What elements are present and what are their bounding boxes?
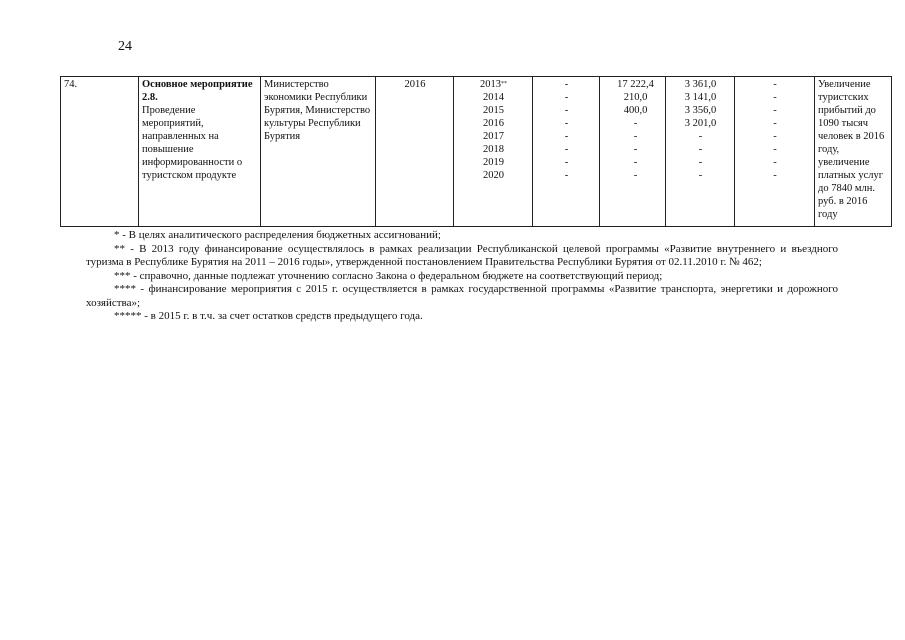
year-item: 2018 (483, 144, 504, 155)
program-table (60, 76, 892, 227)
value: - (773, 131, 777, 142)
footnote: * - В целях аналитического распределения бюджетных ассигнований; (114, 229, 441, 241)
value: 400,0 (623, 105, 648, 116)
year-item: 2017 (483, 131, 504, 142)
value: - (773, 144, 777, 155)
executor-cell: Министерство экономики Республики Бурятия, Министерство культуры Республики Бурятия (261, 77, 376, 227)
value: 210,0 (623, 92, 648, 103)
activity-name-cell (139, 77, 261, 227)
value: - (564, 144, 569, 155)
value: - (633, 131, 638, 142)
value: - (698, 157, 703, 168)
value: 3 356,0 (684, 105, 717, 116)
year-item: 2015 (483, 105, 504, 116)
value: - (698, 131, 703, 142)
footnotes (86, 229, 838, 324)
value: - (773, 79, 777, 90)
year-item: 2019 (483, 157, 504, 168)
page-number: 24 (118, 39, 132, 54)
value: - (773, 157, 777, 168)
table-row (61, 77, 892, 227)
year-footnote-mark: ** (501, 81, 507, 87)
value: 3 361,0 (684, 79, 717, 90)
value: - (564, 118, 569, 129)
footnote: ** - В 2013 году финансирование осуществлялось в рамках реализации Республиканской целевой программы «Развитие внутреннего и въездного туризма в Республике Бурятия на 2011 – 2016 годы», утвержденной постановлением Правительства Республики Бурятия от 02.11.2010 г. № 462; (86, 242, 838, 268)
value: - (773, 105, 777, 116)
value: - (564, 79, 569, 90)
funding-col-c (666, 77, 735, 227)
footnote: **** - финансирование мероприятия с 2015 г. осуществляется в рамках государственной программы «Развитие транспорта, энергетики и дорожного хозяйства»; (86, 283, 838, 309)
year-cell: 2016 (376, 77, 454, 227)
expected-result-cell: Увеличение туристских прибытий до 1090 тысяч человек в 2016 году, увеличение платных услуг до 7840 млн. руб. в 2016 году (815, 77, 892, 227)
funding-col-b (600, 77, 666, 227)
value: - (564, 131, 569, 142)
value: - (633, 157, 638, 168)
value: - (564, 105, 569, 116)
row-number: 74. (61, 77, 139, 227)
activity-title: Основное мероприятие 2.8. (142, 79, 253, 103)
footnote: *** - справочно, данные подлежат уточнению согласно Закона о федеральном бюджете на соответствующий период; (114, 269, 663, 282)
year-item: 2020 (483, 170, 504, 181)
value: 17 222,4 (617, 79, 654, 90)
year-item: 2013** (480, 79, 507, 90)
value: - (633, 118, 638, 129)
footnote: ***** - в 2015 г. в т.ч. за счет остатков средств предыдущего года. (114, 310, 423, 322)
value: - (773, 92, 777, 103)
value: - (698, 144, 703, 155)
value: - (564, 157, 569, 168)
value: - (633, 144, 638, 155)
funding-col-d (735, 77, 815, 227)
value: - (633, 170, 638, 181)
value: - (773, 170, 777, 181)
value: 3 141,0 (684, 92, 717, 103)
activity-description: Проведение мероприятий, направленных на повышение информированности о туристском продукте (142, 105, 243, 181)
value: 3 201,0 (684, 118, 717, 129)
value: - (564, 170, 569, 181)
years-cell (454, 77, 533, 227)
funding-col-a (533, 77, 600, 227)
year-item: 2014 (483, 92, 504, 103)
value: - (564, 92, 569, 103)
value: - (698, 170, 703, 181)
year-item: 2016 (483, 118, 504, 129)
value: - (773, 118, 777, 129)
